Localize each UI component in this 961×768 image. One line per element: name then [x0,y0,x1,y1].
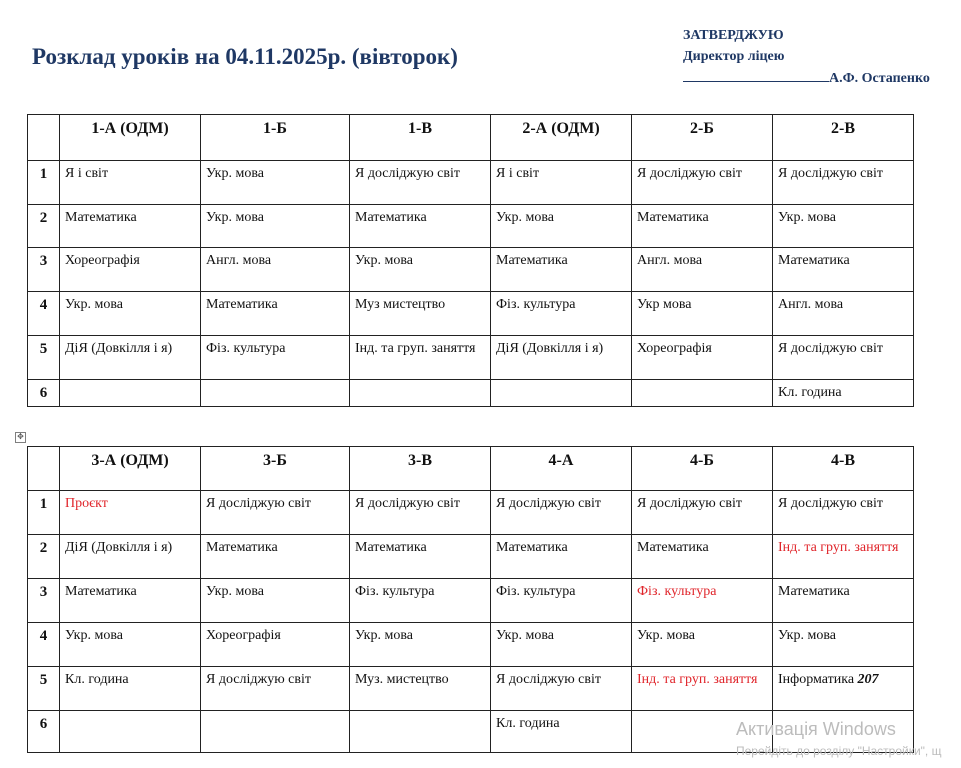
lesson-cell: Я і світ [491,161,632,205]
lesson-cell: Укр. мова [60,292,201,336]
lesson-cell: Укр. мова [350,248,491,292]
lesson-cell: Англ. мова [773,292,914,336]
move-handle-icon[interactable]: ✥ [15,432,26,443]
header-cell-class: 3-В [350,447,491,491]
lesson-cell: Фіз. культура [491,292,632,336]
lesson-cell: Я досліджую світ [201,667,350,711]
lesson-number: 2 [28,535,60,579]
approval-block [683,25,930,89]
lesson-cell: Укр. мова [201,161,350,205]
lesson-cell: Я досліджую світ [773,161,914,205]
lesson-cell: Я досліджую світ [350,161,491,205]
lesson-cell: Хореографія [632,336,773,380]
lesson-cell: Інд. та груп. заняття [632,667,773,711]
lesson-number: 5 [28,667,60,711]
approval-signature [683,67,930,89]
lesson-number: 6 [28,380,60,407]
lesson-cell: Математика [632,205,773,248]
lesson-cell [201,380,350,407]
lesson-number: 1 [28,491,60,535]
lesson-cell-informatics [773,667,914,711]
lesson-cell: ДіЯ (Довкілля і я) [491,336,632,380]
lesson-cell: Укр мова [632,292,773,336]
lesson-cell: Фіз. культура [632,579,773,623]
lesson-cell: Хореографія [201,623,350,667]
lesson-cell: Я досліджую світ [350,491,491,535]
lesson-cell: Укр. мова [632,623,773,667]
approval-position: Директор ліцею [683,49,785,64]
lesson-cell: Фіз. культура [350,579,491,623]
lesson-cell: Укр. мова [60,623,201,667]
header-cell-class: 1-В [350,115,491,161]
lesson-cell: Укр. мова [201,205,350,248]
table-row [28,623,914,667]
header-row [28,447,914,491]
lesson-cell: Математика [773,248,914,292]
lesson-cell [350,380,491,407]
lesson-number: 3 [28,248,60,292]
header-cell-class: 2-В [773,115,914,161]
lesson-cell: Укр. мова [491,205,632,248]
header-row [28,115,914,161]
header-cell-class: 2-Б [632,115,773,161]
table-row [28,667,914,711]
lesson-cell: Фіз. культура [491,579,632,623]
lesson-cell: Муз. мистецтво [350,667,491,711]
lesson-cell: Укр. мова [201,579,350,623]
approval-heading: ЗАТВЕРДЖУЮ [683,28,784,43]
lesson-number: 2 [28,205,60,248]
watermark-subtitle: Перейдіть до розділу "Настройки", щ [736,744,942,758]
lesson-cell: Я досліджую світ [491,491,632,535]
lesson-number: 5 [28,336,60,380]
table-row [28,292,914,336]
lesson-cell: ДіЯ (Довкілля і я) [60,336,201,380]
watermark-title: Активація Windows [736,719,896,739]
lesson-number: 6 [28,711,60,753]
lesson-cell: Математика [350,535,491,579]
header-cell-number [28,115,60,161]
header-cell-class: 1-Б [201,115,350,161]
header-cell-class: 4-А [491,447,632,491]
table-row [28,205,914,248]
lesson-cell: Муз мистецтво [350,292,491,336]
lesson-cell: Укр. мова [773,205,914,248]
lesson-cell: Математика [60,579,201,623]
lesson-cell: Я досліджую світ [491,667,632,711]
lesson-cell: Англ. мова [632,248,773,292]
table-row [28,579,914,623]
lesson-number: 1 [28,161,60,205]
lesson-cell: Я і світ [60,161,201,205]
lesson-cell: Укр. мова [350,623,491,667]
header-cell-class: 4-Б [632,447,773,491]
lesson-number: 4 [28,623,60,667]
approval-signer: А.Ф. Остапенко [829,71,930,86]
table-row [28,248,914,292]
lesson-cell: Я досліджую світ [773,491,914,535]
lesson-cell [632,380,773,407]
lesson-cell: Я досліджую світ [632,491,773,535]
header-cell-class: 3-Б [201,447,350,491]
lesson-cell: Математика [350,205,491,248]
lesson-cell: Інд. та груп. заняття [350,336,491,380]
lesson-cell: Кл. година [491,711,632,753]
lesson-cell: ДіЯ (Довкілля і я) [60,535,201,579]
header-cell-class: 4-В [773,447,914,491]
lesson-cell [350,711,491,753]
lesson-cell [60,711,201,753]
table-row [28,491,914,535]
lesson-cell: Я досліджую світ [632,161,773,205]
lesson-cell: Математика [60,205,201,248]
lesson-cell: Математика [201,292,350,336]
lesson-cell: Кл. година [773,380,914,407]
lesson-cell: Укр. мова [491,623,632,667]
lesson-cell: Математика [201,535,350,579]
header-cell-number [28,447,60,491]
lesson-cell: Укр. мова [773,623,914,667]
lesson-cell: Фіз. культура [201,336,350,380]
page-title: Розклад уроків на 04.11.2025р. (вівторок) [32,44,458,69]
lesson-cell [491,380,632,407]
header-cell-class: 2-А (ОДМ) [491,115,632,161]
lesson-number: 3 [28,579,60,623]
lesson-cell: Математика [491,535,632,579]
schedule-table-grades-3-4 [27,446,914,753]
lesson-number: 4 [28,292,60,336]
lesson-name: Інформатика [778,672,855,687]
table-row [28,161,914,205]
lesson-cell [201,711,350,753]
lesson-cell: Хореографія [60,248,201,292]
lesson-cell: Я досліджую світ [773,336,914,380]
room-number: 207 [857,672,879,687]
lesson-cell: Математика [491,248,632,292]
lesson-cell: Інд. та груп. заняття [773,535,914,579]
lesson-cell: Математика [632,535,773,579]
windows-activation-watermark [736,719,941,758]
header-cell-class: 3-А (ОДМ) [60,447,201,491]
lesson-cell: Кл. година [60,667,201,711]
table-row [28,380,914,407]
lesson-cell: Проєкт [60,491,201,535]
lesson-cell: Я досліджую світ [201,491,350,535]
table-row [28,535,914,579]
lesson-cell: Математика [773,579,914,623]
signature-line [683,67,829,82]
table-row [28,336,914,380]
header-cell-class: 1-А (ОДМ) [60,115,201,161]
lesson-cell: Англ. мова [201,248,350,292]
schedule-table-grades-1-2 [27,114,914,407]
lesson-cell [60,380,201,407]
